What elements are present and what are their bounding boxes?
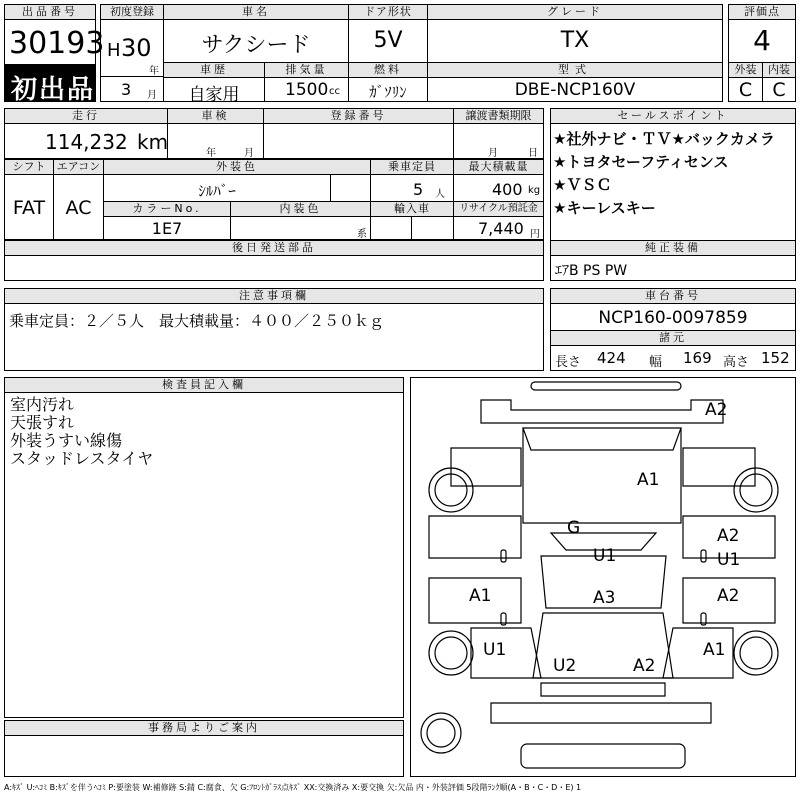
inspection-cell (167, 123, 264, 159)
car-name-cell (163, 19, 349, 63)
mark-left-front: A1 (469, 586, 492, 606)
int-color-header: 内装色 (230, 201, 371, 217)
mark-right-fender: A1 (703, 640, 726, 660)
grade-value: TX (560, 28, 590, 53)
specs-width: 169 (683, 349, 712, 367)
import-cell-2 (411, 216, 454, 240)
exterior-score-value: C (738, 79, 753, 101)
color-no-header: カラーNo. (103, 201, 231, 217)
transfer-header: 譲渡書類期限 (453, 108, 544, 124)
first-listing-label: 初出品 (11, 75, 96, 105)
transfer-month-unit: 月 (488, 148, 498, 159)
import-header: 輸入車 (370, 201, 454, 217)
sales-point-4: ★キーレスキー (553, 199, 656, 217)
office-cell (4, 735, 404, 777)
car-outline-svg (411, 378, 795, 776)
history-cell (163, 77, 265, 105)
caution-header: 注意事項欄 (4, 288, 544, 304)
aircon-cell (53, 174, 104, 240)
lot-number: 30193 (9, 26, 105, 61)
reg-number-cell (263, 123, 454, 159)
displacement-header: 排気量 (264, 62, 349, 78)
later-parts-header: 後日発送部品 (4, 240, 544, 256)
grade-cell (427, 19, 723, 63)
mileage-unit: km (137, 130, 169, 154)
mileage-value: 114,232 (45, 130, 128, 154)
car-name-header: 車名 (163, 4, 349, 20)
shift-header: シフト (4, 159, 54, 175)
color-no-value: 1E7 (151, 219, 183, 238)
mark-right-front-door: A2 (717, 526, 740, 546)
specs-length: 424 (597, 349, 626, 367)
mark-rear-top: A2 (705, 400, 728, 420)
inspector-header: 検査員記入欄 (4, 377, 404, 393)
first-reg-month-cell (100, 76, 164, 102)
ext-color-extra-cell (330, 174, 371, 202)
mark-right-rear: A2 (717, 586, 740, 606)
model-header: 型式 (427, 62, 723, 78)
exterior-score-cell (728, 77, 763, 102)
inspector-line-1: 室内汚れ (10, 395, 75, 414)
max-load-value: 400 (492, 180, 523, 199)
first-reg-header: 初度登録 (100, 4, 164, 20)
interior-score-cell (762, 77, 796, 102)
recycle-value: 7,440 (478, 219, 524, 238)
ext-color-cell (103, 174, 331, 202)
door-value: 5V (373, 28, 403, 53)
aircon-header: エアコン (53, 159, 104, 175)
first-listing-badge (4, 64, 96, 105)
car-diagram (410, 377, 796, 777)
fuel-cell (348, 77, 428, 102)
mileage-cell (4, 123, 168, 159)
transfer-cell (453, 123, 544, 159)
inspector-cell (4, 392, 404, 718)
chassis-cell (550, 303, 796, 331)
ext-color-value: ｼﾙﾊﾞｰ (198, 182, 236, 200)
aircon-value: AC (65, 197, 92, 219)
int-color-cell (230, 216, 371, 240)
capacity-header: 乗車定員 (370, 159, 454, 175)
mark-windshield: G (567, 518, 581, 538)
inspector-line-2: 天張すれ (10, 413, 75, 432)
score-value: 4 (753, 24, 771, 57)
displacement-cell (264, 77, 349, 102)
history-header: 車歴 (163, 62, 265, 78)
transfer-day-unit: 日 (528, 148, 538, 159)
mark-front-bumper-left: U2 (553, 656, 577, 676)
interior-score-header: 内装 (762, 62, 796, 78)
door-header: ドア形状 (348, 4, 428, 20)
specs-height: 152 (761, 349, 790, 367)
model-cell (427, 77, 723, 102)
ext-color-header: 外装色 (103, 159, 371, 175)
max-load-header: 最大積載量 (453, 159, 544, 175)
specs-header: 諸元 (550, 330, 796, 346)
capacity-cell (370, 174, 454, 202)
inspection-month-unit: 月 (244, 148, 254, 159)
office-header: 事務局よりご案内 (4, 720, 404, 736)
inspection-year-unit: 年 (206, 148, 216, 159)
exterior-score-header: 外装 (728, 62, 763, 78)
specs-cell (550, 345, 796, 371)
specs-length-label: 長さ (555, 355, 582, 370)
inspection-header: 車検 (167, 108, 264, 124)
first-reg-month: 3 (121, 80, 132, 99)
equipment-cell (550, 255, 796, 281)
fuel-value: ｶﾞｿﾘﾝ (369, 83, 407, 101)
max-load-cell (453, 174, 544, 202)
sales-point-3: ★ＶＳＣ (553, 176, 612, 194)
shift-value: FAT (12, 197, 46, 219)
score-header: 評価点 (728, 4, 796, 20)
interior-score-value: C (772, 79, 786, 101)
capacity-value: 5 (413, 180, 424, 199)
caution-cell (4, 303, 544, 371)
first-reg-year-unit: 年 (149, 66, 159, 77)
int-color-suffix: 系 (357, 229, 367, 240)
later-parts-cell (4, 255, 544, 281)
specs-height-label: 高さ (723, 355, 750, 370)
inspector-line-3: 外装うすい線傷 (10, 431, 123, 450)
sales-points-cell (550, 123, 796, 241)
capacity-unit: 人 (435, 189, 445, 200)
model-value: DBE-NCP160V (514, 80, 636, 100)
grade-header: グレード (427, 4, 723, 20)
mark-hood-center: U1 (593, 546, 617, 566)
max-load-unit: kg (528, 185, 541, 196)
first-reg-month-unit: 月 (147, 90, 157, 101)
sales-point-2: ★トヨタセーフティセンス (553, 153, 729, 171)
lot-header: 出品番号 (4, 4, 96, 20)
chassis-header: 車台番号 (550, 288, 796, 304)
sales-point-1: ★社外ナビ・ＴＶ★バックカメラ (553, 130, 775, 148)
import-cell (370, 216, 412, 240)
caution-text: 乗車定員：２／５人 最大積載量：４００／２５０ｋｇ (9, 312, 385, 330)
mark-roof: A1 (637, 470, 660, 490)
color-no-cell (103, 216, 231, 240)
door-cell (348, 19, 428, 63)
lot-number-cell (4, 19, 105, 65)
mark-hood: A3 (593, 588, 616, 608)
reg-number-header: 登録番号 (263, 108, 454, 124)
recycle-unit: 円 (530, 229, 540, 240)
recycle-cell (453, 216, 544, 240)
car-name: サクシード (201, 33, 311, 58)
mileage-header: 走行 (4, 108, 168, 124)
specs-width-label: 幅 (649, 355, 663, 370)
inspector-line-4: スタッドレスタイヤ (10, 449, 154, 468)
shift-cell (4, 174, 54, 240)
first-reg-year-cell (100, 19, 164, 77)
first-reg-era: H (107, 40, 121, 61)
mark-front-bumper-right: A2 (633, 656, 656, 676)
first-reg-year: 30 (121, 34, 152, 62)
score-cell (728, 19, 796, 63)
mark-right-front-door-2: U1 (717, 550, 741, 570)
history-value: 自家用 (188, 85, 240, 105)
recycle-header: リサイクル預託金 (453, 201, 544, 217)
displacement-value: 1500 (285, 80, 329, 100)
legend-text: A:ｷｽﾞ U:ﾍｺﾐ B:ｷｽﾞを伴うﾍｺﾐ P:要塗装 W:補修跡 S:錆 C:腐食、欠 G:ﾌﾛﾝﾄｶﾞﾗｽ点ｷｽﾞ XX:交換済み X:要交換 欠:欠品 内・外装評価 5段階ﾗﾝｸ順(A・B・C・D・E) 1 (4, 783, 582, 792)
fuel-header: 燃料 (348, 62, 428, 78)
displacement-unit: cc (329, 86, 340, 97)
sales-points-header: セールスポイント (550, 108, 796, 124)
mark-left-fender: U1 (483, 640, 507, 660)
equipment-header: 純正装備 (550, 240, 796, 256)
equipment-value: ｴｱB PS PW (555, 263, 628, 279)
chassis-value: NCP160-0097859 (598, 308, 748, 328)
